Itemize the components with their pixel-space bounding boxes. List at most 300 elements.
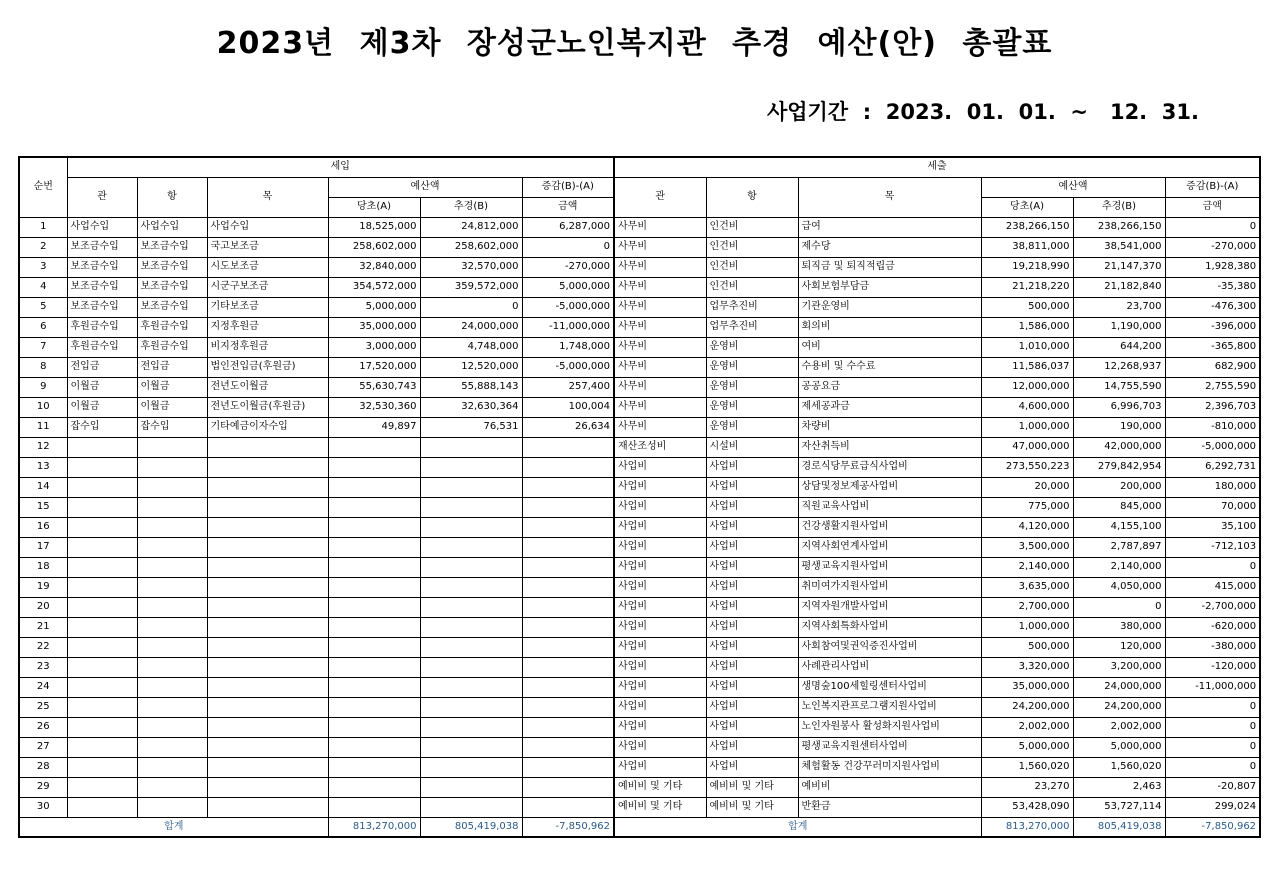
seq-cell: 6 — [19, 317, 67, 337]
income-revised-cell — [420, 657, 522, 677]
expense-hang-cell: 사업비 — [706, 717, 798, 737]
income-revised-cell: 12,520,000 — [420, 357, 522, 377]
income-initial-cell — [328, 697, 420, 717]
expense-initial-cell: 38,811,000 — [981, 237, 1073, 257]
income-revised-cell — [420, 737, 522, 757]
income-gwan-cell: 이월금 — [67, 377, 137, 397]
income-initial-cell — [328, 577, 420, 597]
income-initial-cell: 258,602,000 — [328, 237, 420, 257]
expense-hang-cell: 인건비 — [706, 237, 798, 257]
expense-diff-cell: -476,300 — [1165, 297, 1260, 317]
income-mok-cell: 비지정후원금 — [207, 337, 328, 357]
income-total-initial: 813,270,000 — [328, 817, 420, 837]
income-hang-cell: 이월금 — [137, 397, 207, 417]
income-diff-cell — [522, 797, 614, 817]
expense-revised-cell: 120,000 — [1073, 637, 1165, 657]
expense-initial-cell: 4,600,000 — [981, 397, 1073, 417]
expense-gwan-cell: 사업비 — [614, 737, 706, 757]
income-initial-cell: 17,520,000 — [328, 357, 420, 377]
expense-mok-cell: 직원교육사업비 — [798, 497, 981, 517]
income-gwan-cell — [67, 557, 137, 577]
expense-initial-cell: 1,586,000 — [981, 317, 1073, 337]
income-revised-cell — [420, 677, 522, 697]
expense-diff-cell: -396,000 — [1165, 317, 1260, 337]
expense-hang-cell: 사업비 — [706, 577, 798, 597]
expense-diff-cell: 180,000 — [1165, 477, 1260, 497]
income-revised-cell — [420, 777, 522, 797]
expense-total-revised: 805,419,038 — [1073, 817, 1165, 837]
income-mok-header: 목 — [207, 177, 328, 217]
expense-mok-cell: 평생교육지원사업비 — [798, 557, 981, 577]
income-gwan-header: 관 — [67, 177, 137, 217]
income-mok-cell — [207, 797, 328, 817]
income-diff-cell: -11,000,000 — [522, 317, 614, 337]
expense-hang-cell: 예비비 및 기타 — [706, 777, 798, 797]
expense-gwan-cell: 사무비 — [614, 237, 706, 257]
expense-hang-cell: 사업비 — [706, 637, 798, 657]
seq-header: 순번 — [19, 157, 67, 217]
income-revised-cell: 55,888,143 — [420, 377, 522, 397]
expense-mok-cell: 기관운영비 — [798, 297, 981, 317]
income-initial-cell — [328, 437, 420, 457]
income-gwan-cell — [67, 617, 137, 637]
income-gwan-cell: 이월금 — [67, 397, 137, 417]
expense-mok-cell: 취미여가지원사업비 — [798, 577, 981, 597]
income-initial-cell: 5,000,000 — [328, 297, 420, 317]
income-mok-cell: 전년도이월금 — [207, 377, 328, 397]
expense-initial-cell: 3,635,000 — [981, 577, 1073, 597]
expense-revised-cell: 5,000,000 — [1073, 737, 1165, 757]
income-gwan-cell — [67, 797, 137, 817]
expense-hang-cell: 운영비 — [706, 357, 798, 377]
table-row — [19, 677, 1260, 697]
income-initial-cell: 3,000,000 — [328, 337, 420, 357]
income-gwan-cell — [67, 657, 137, 677]
seq-cell: 29 — [19, 777, 67, 797]
income-diff-cell — [522, 597, 614, 617]
expense-mok-cell: 노인자원봉사 활성화지원사업비 — [798, 717, 981, 737]
expense-diff-cell: 0 — [1165, 217, 1260, 237]
seq-cell: 12 — [19, 437, 67, 457]
income-mok-cell — [207, 737, 328, 757]
expense-mok-cell: 건강생활지원사업비 — [798, 517, 981, 537]
income-total-revised: 805,419,038 — [420, 817, 522, 837]
income-diff-cell: 257,400 — [522, 377, 614, 397]
expense-gwan-cell: 사무비 — [614, 417, 706, 437]
seq-cell: 4 — [19, 277, 67, 297]
expense-diff-cell: -380,000 — [1165, 637, 1260, 657]
expense-diff-cell: 299,024 — [1165, 797, 1260, 817]
expense-hang-cell: 사업비 — [706, 677, 798, 697]
income-revised-cell: 4,748,000 — [420, 337, 522, 357]
income-diff-cell — [522, 537, 614, 557]
income-revised-cell — [420, 757, 522, 777]
income-mok-cell — [207, 637, 328, 657]
income-mok-cell: 전년도이월금(후원금) — [207, 397, 328, 417]
income-revised-cell — [420, 537, 522, 557]
expense-revised-cell: 2,140,000 — [1073, 557, 1165, 577]
income-revised-cell — [420, 717, 522, 737]
seq-cell: 19 — [19, 577, 67, 597]
income-hang-cell — [137, 637, 207, 657]
expense-mok-cell: 사회보험부담금 — [798, 277, 981, 297]
income-hang-cell: 사업수입 — [137, 217, 207, 237]
expense-mok-cell: 생명숲100세힐링센터사업비 — [798, 677, 981, 697]
income-gwan-cell: 보조금수입 — [67, 237, 137, 257]
expense-hang-cell: 업무추진비 — [706, 317, 798, 337]
seq-cell: 7 — [19, 337, 67, 357]
income-revised-header: 추경(B) — [420, 197, 522, 217]
expense-hang-header: 항 — [706, 177, 798, 217]
income-hang-cell — [137, 677, 207, 697]
expense-hang-cell: 사업비 — [706, 517, 798, 537]
expense-hang-cell: 사업비 — [706, 477, 798, 497]
income-hang-cell — [137, 617, 207, 637]
income-initial-cell — [328, 497, 420, 517]
income-diff-cell — [522, 717, 614, 737]
table-row — [19, 537, 1260, 557]
income-hang-cell — [137, 577, 207, 597]
income-diff-cell: 0 — [522, 237, 614, 257]
income-diff-cell — [522, 677, 614, 697]
income-revised-cell — [420, 437, 522, 457]
income-revised-cell: 32,570,000 — [420, 257, 522, 277]
income-diff-cell — [522, 457, 614, 477]
income-gwan-cell — [67, 717, 137, 737]
expense-hang-cell: 사업비 — [706, 497, 798, 517]
table-row — [19, 277, 1260, 297]
expense-hang-cell: 운영비 — [706, 417, 798, 437]
expense-gwan-cell: 사무비 — [614, 317, 706, 337]
expense-gwan-cell: 사업비 — [614, 757, 706, 777]
expense-gwan-cell: 사업비 — [614, 537, 706, 557]
expense-revised-cell: 200,000 — [1073, 477, 1165, 497]
expense-diff-cell: -20,807 — [1165, 777, 1260, 797]
seq-cell: 1 — [19, 217, 67, 237]
income-initial-cell — [328, 717, 420, 737]
table-body — [19, 217, 1260, 817]
income-hang-cell: 보조금수입 — [137, 237, 207, 257]
table-row — [19, 497, 1260, 517]
income-mok-cell: 시도보조금 — [207, 257, 328, 277]
income-hang-cell: 보조금수입 — [137, 277, 207, 297]
income-initial-cell — [328, 617, 420, 637]
table-row — [19, 597, 1260, 617]
expense-total-initial: 813,270,000 — [981, 817, 1073, 837]
income-diff-cell — [522, 777, 614, 797]
income-gwan-cell: 후원금수입 — [67, 337, 137, 357]
income-mok-cell — [207, 717, 328, 737]
table-row — [19, 697, 1260, 717]
income-initial-cell — [328, 457, 420, 477]
income-hang-cell — [137, 797, 207, 817]
income-mok-cell — [207, 617, 328, 637]
income-revised-cell — [420, 497, 522, 517]
table-row — [19, 617, 1260, 637]
income-mok-cell: 국고보조금 — [207, 237, 328, 257]
expense-initial-cell: 238,266,150 — [981, 217, 1073, 237]
expense-mok-cell: 지역사회특화사업비 — [798, 617, 981, 637]
income-revised-cell: 258,602,000 — [420, 237, 522, 257]
expense-mok-cell: 지역자원개발사업비 — [798, 597, 981, 617]
income-diff-cell: -5,000,000 — [522, 357, 614, 377]
expense-revised-cell: 4,155,100 — [1073, 517, 1165, 537]
income-initial-cell: 354,572,000 — [328, 277, 420, 297]
expense-diff-cell: 0 — [1165, 717, 1260, 737]
income-gwan-cell: 후원금수입 — [67, 317, 137, 337]
income-diff-cell — [522, 437, 614, 457]
income-mok-cell: 지정후원금 — [207, 317, 328, 337]
income-gwan-cell: 보조금수입 — [67, 277, 137, 297]
income-hang-cell — [137, 597, 207, 617]
expense-revised-cell: 12,268,937 — [1073, 357, 1165, 377]
expense-diff-cell: 35,100 — [1165, 517, 1260, 537]
expense-gwan-cell: 사무비 — [614, 397, 706, 417]
income-revised-cell: 359,572,000 — [420, 277, 522, 297]
income-hang-cell: 후원금수입 — [137, 317, 207, 337]
income-mok-cell: 기타보조금 — [207, 297, 328, 317]
income-mok-cell — [207, 437, 328, 457]
expense-gwan-cell: 사업비 — [614, 557, 706, 577]
income-initial-cell: 32,840,000 — [328, 257, 420, 277]
table-row — [19, 557, 1260, 577]
expense-hang-cell: 시설비 — [706, 437, 798, 457]
expense-revised-cell: 2,463 — [1073, 777, 1165, 797]
table-row — [19, 417, 1260, 437]
expense-revised-cell: 644,200 — [1073, 337, 1165, 357]
expense-revised-cell: 3,200,000 — [1073, 657, 1165, 677]
expense-total-diff: -7,850,962 — [1165, 817, 1260, 837]
expense-revised-cell: 23,700 — [1073, 297, 1165, 317]
expense-revised-cell: 24,000,000 — [1073, 677, 1165, 697]
table-row — [19, 717, 1260, 737]
income-revised-cell — [420, 557, 522, 577]
income-hang-cell: 후원금수입 — [137, 337, 207, 357]
income-diff-cell — [522, 557, 614, 577]
expense-initial-cell: 23,270 — [981, 777, 1073, 797]
expense-hang-cell: 사업비 — [706, 737, 798, 757]
income-gwan-cell — [67, 757, 137, 777]
income-diff-cell — [522, 737, 614, 757]
income-gwan-cell — [67, 457, 137, 477]
expense-hang-cell: 인건비 — [706, 217, 798, 237]
income-diff-cell — [522, 657, 614, 677]
income-gwan-cell — [67, 697, 137, 717]
table-row — [19, 437, 1260, 457]
expense-initial-cell: 24,200,000 — [981, 697, 1073, 717]
seq-cell: 2 — [19, 237, 67, 257]
expense-revised-cell: 4,050,000 — [1073, 577, 1165, 597]
expense-gwan-cell: 사업비 — [614, 497, 706, 517]
expense-budget-header: 예산액 — [981, 177, 1165, 197]
expense-revised-cell: 279,842,954 — [1073, 457, 1165, 477]
table-row — [19, 377, 1260, 397]
expense-initial-cell: 273,550,223 — [981, 457, 1073, 477]
expense-mok-cell: 사회참여및권익증진사업비 — [798, 637, 981, 657]
expense-header: 세출 — [614, 157, 1260, 177]
income-gwan-cell — [67, 737, 137, 757]
income-initial-cell — [328, 637, 420, 657]
expense-initial-cell: 19,218,990 — [981, 257, 1073, 277]
income-initial-cell — [328, 777, 420, 797]
expense-hang-cell: 사업비 — [706, 657, 798, 677]
expense-diff-cell: 0 — [1165, 737, 1260, 757]
table-row — [19, 637, 1260, 657]
expense-revised-cell: 1,190,000 — [1073, 317, 1165, 337]
income-gwan-cell: 보조금수입 — [67, 257, 137, 277]
income-mok-cell — [207, 457, 328, 477]
income-gwan-cell — [67, 577, 137, 597]
income-hang-cell — [137, 517, 207, 537]
income-hang-cell — [137, 757, 207, 777]
expense-hang-cell: 인건비 — [706, 277, 798, 297]
seq-cell: 10 — [19, 397, 67, 417]
expense-initial-cell: 4,120,000 — [981, 517, 1073, 537]
page-title: 2023년 제3차 장성군노인복지관 추경 예산(안) 총괄표 — [216, 26, 1053, 61]
expense-gwan-cell: 재산조성비 — [614, 437, 706, 457]
expense-revised-cell: 0 — [1073, 597, 1165, 617]
expense-revised-cell: 53,727,114 — [1073, 797, 1165, 817]
income-hang-cell: 보조금수입 — [137, 257, 207, 277]
income-diff-cell — [522, 577, 614, 597]
table-row — [19, 657, 1260, 677]
table-row — [19, 217, 1260, 237]
expense-diff-cell: -365,800 — [1165, 337, 1260, 357]
income-mok-cell — [207, 677, 328, 697]
income-diff-cell — [522, 617, 614, 637]
expense-mok-cell: 평생교육지원센터사업비 — [798, 737, 981, 757]
income-revised-cell: 76,531 — [420, 417, 522, 437]
expense-initial-cell: 775,000 — [981, 497, 1073, 517]
income-hang-cell — [137, 457, 207, 477]
table-row — [19, 257, 1260, 277]
income-initial-cell: 35,000,000 — [328, 317, 420, 337]
income-gwan-cell — [67, 677, 137, 697]
expense-gwan-cell: 사업비 — [614, 617, 706, 637]
expense-diff-cell: 682,900 — [1165, 357, 1260, 377]
expense-diff-cell: -35,380 — [1165, 277, 1260, 297]
table-row — [19, 777, 1260, 797]
seq-cell: 21 — [19, 617, 67, 637]
expense-hang-cell: 인건비 — [706, 257, 798, 277]
income-hang-cell — [137, 697, 207, 717]
table-row — [19, 397, 1260, 417]
seq-cell: 11 — [19, 417, 67, 437]
income-gwan-cell: 잡수입 — [67, 417, 137, 437]
income-gwan-cell — [67, 537, 137, 557]
expense-mok-cell: 공공요금 — [798, 377, 981, 397]
expense-initial-cell: 500,000 — [981, 297, 1073, 317]
seq-cell: 13 — [19, 457, 67, 477]
table-row — [19, 297, 1260, 317]
income-hang-cell — [137, 537, 207, 557]
income-hang-cell — [137, 717, 207, 737]
income-initial-cell — [328, 737, 420, 757]
expense-gwan-cell: 예비비 및 기타 — [614, 797, 706, 817]
income-gwan-cell — [67, 497, 137, 517]
income-mok-cell — [207, 697, 328, 717]
income-initial-cell — [328, 757, 420, 777]
seq-cell: 3 — [19, 257, 67, 277]
expense-initial-cell: 500,000 — [981, 637, 1073, 657]
expense-mok-cell: 지역사회연계사업비 — [798, 537, 981, 557]
income-initial-cell — [328, 677, 420, 697]
seq-cell: 5 — [19, 297, 67, 317]
income-mok-cell — [207, 577, 328, 597]
income-hang-cell: 이월금 — [137, 377, 207, 397]
expense-gwan-cell: 사무비 — [614, 217, 706, 237]
expense-gwan-cell: 사무비 — [614, 297, 706, 317]
expense-hang-cell: 사업비 — [706, 757, 798, 777]
expense-revised-cell: 38,541,000 — [1073, 237, 1165, 257]
income-header: 세입 — [67, 157, 614, 177]
expense-initial-cell: 11,586,037 — [981, 357, 1073, 377]
expense-diff-cell: -2,700,000 — [1165, 597, 1260, 617]
income-hang-cell — [137, 657, 207, 677]
budget-summary-table — [18, 156, 1261, 838]
income-mok-cell: 사업수입 — [207, 217, 328, 237]
table-row — [19, 457, 1260, 477]
expense-diff-cell: -120,000 — [1165, 657, 1260, 677]
expense-revised-cell: 1,560,020 — [1073, 757, 1165, 777]
expense-mok-cell: 자산취득비 — [798, 437, 981, 457]
income-diff-cell — [522, 697, 614, 717]
expense-mok-cell: 수용비 및 수수료 — [798, 357, 981, 377]
table-row — [19, 237, 1260, 257]
income-gwan-cell — [67, 477, 137, 497]
income-mok-cell — [207, 777, 328, 797]
seq-cell: 22 — [19, 637, 67, 657]
expense-hang-cell: 사업비 — [706, 537, 798, 557]
expense-mok-header: 목 — [798, 177, 981, 217]
income-mok-cell — [207, 477, 328, 497]
table-row — [19, 477, 1260, 497]
seq-cell: 24 — [19, 677, 67, 697]
income-gwan-cell — [67, 437, 137, 457]
income-mok-cell — [207, 537, 328, 557]
income-diff-cell: 100,004 — [522, 397, 614, 417]
expense-hang-cell: 업무추진비 — [706, 297, 798, 317]
expense-revised-cell: 24,200,000 — [1073, 697, 1165, 717]
expense-initial-cell: 21,218,220 — [981, 277, 1073, 297]
expense-revised-cell: 2,002,000 — [1073, 717, 1165, 737]
expense-diff-cell: -712,103 — [1165, 537, 1260, 557]
income-revised-cell: 32,630,364 — [420, 397, 522, 417]
income-mok-cell: 법인전입금(후원금) — [207, 357, 328, 377]
income-diff-cell: -5,000,000 — [522, 297, 614, 317]
expense-initial-cell: 53,428,090 — [981, 797, 1073, 817]
expense-mok-cell: 상담및정보제공사업비 — [798, 477, 981, 497]
expense-diff-cell: 6,292,731 — [1165, 457, 1260, 477]
expense-revised-cell: 14,755,590 — [1073, 377, 1165, 397]
income-revised-cell — [420, 617, 522, 637]
income-initial-cell — [328, 797, 420, 817]
expense-gwan-cell: 사업비 — [614, 477, 706, 497]
income-mok-cell — [207, 657, 328, 677]
income-initial-cell: 18,525,000 — [328, 217, 420, 237]
income-mok-cell: 시군구보조금 — [207, 277, 328, 297]
expense-diff-cell: 0 — [1165, 697, 1260, 717]
expense-initial-cell: 1,010,000 — [981, 337, 1073, 357]
business-period: 사업기간 : 2023. 01. 01. ~ 12. 31. — [766, 100, 1199, 124]
expense-initial-cell: 2,700,000 — [981, 597, 1073, 617]
expense-diff-cell: 2,755,590 — [1165, 377, 1260, 397]
income-diff-cell — [522, 497, 614, 517]
expense-initial-cell: 2,002,000 — [981, 717, 1073, 737]
expense-gwan-cell: 사무비 — [614, 377, 706, 397]
expense-initial-cell: 5,000,000 — [981, 737, 1073, 757]
income-mok-cell — [207, 497, 328, 517]
